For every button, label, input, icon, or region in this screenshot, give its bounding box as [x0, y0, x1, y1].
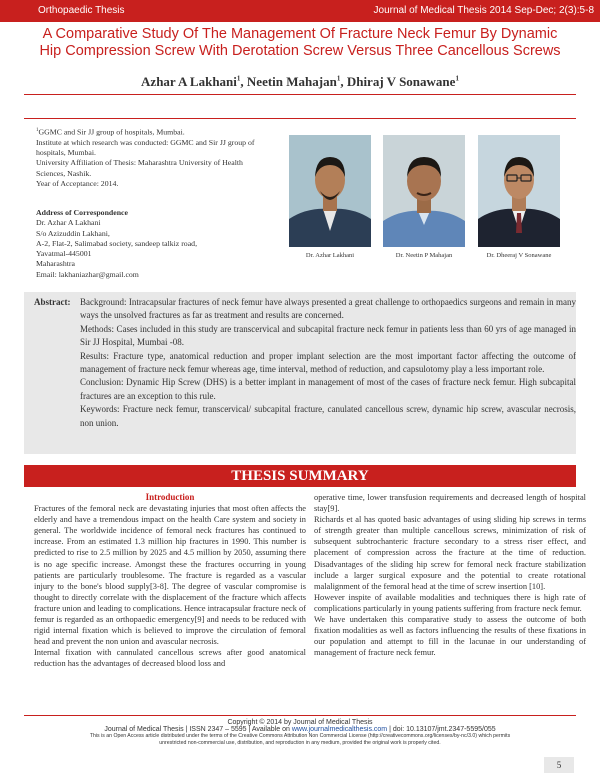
divider — [24, 715, 576, 716]
thesis-summary-banner: THESIS SUMMARY — [24, 465, 576, 487]
affiliation-block: $^1$GGMC and Sir JJ group of hospitals, Mumbai. Institute at which research was conducted: GGMC and Sir JJ group of hospitals, Mumbai. University Affiliation of Thesis: Maharashtra University of Health Sciences, Nashik. Year of Acceptance: 2014. — [36, 127, 255, 189]
photo-caption: Dr. Neetin P Mahajan — [395, 252, 453, 259]
email-address[interactable]: Email: lakhaniazhar@gmail.com — [36, 269, 139, 279]
abstract-keywords: Keywords: Fracture neck femur, transcervical/ subcapital fracture, canulated cancellous screw, dynamic hip screw, avascular necrosis, non union. — [80, 404, 576, 428]
author-name: Dhiraj V Sonawane — [346, 74, 456, 89]
paragraph: Richards et al has quoted basic advantages of using sliding hip screws in terms of strength greater than multiple cancellous screws, minimization of risk of subsequent subtrochanteric fracture secondary to a stress riser effect, and placement of compression across the fracture at the time of reduction. Disadvantages of the sliding hip screw for femoral neck fracture stabilization include a larger surgical exposure and the potential to create rotational malalignment of the femoral head at the time of screw insertion [10]. — [314, 515, 586, 591]
paragraph: Fractures of the femoral neck are devastating injuries that most often affects the elderly and have a tremendous impact on the health Care system and society in general. The worldwide incidence of femoral neck fractures has continued to increase. From an estimated 1.3 million hip fractures in 1990. This number is predicted to rise to 2.5 million by 2025 and 4.5 million by 2050, assuming there is no age specific increase. Amongst these the fractures occurring in young patients are particularly troublesome. The fracture is regarded as a vascular injury to the bone's blood supply[3-8]. The degree of vascular compromise is thought to directly correlate with the displacement of the fracture which affects fracture union and leading to complications. Hence intracapsular fracture neck of femur is regarded as an orthopaedic emergency[9] and needs to be reduced with rigid internal fixation which is believed to improve the circulation of femoral head and prevent the non union and avascular necrosis. — [34, 504, 306, 647]
paper-title: A Comparative Study Of The Management Of Fracture Neck Femur By Dynamic Hip Compression Screw With Derotation Screw Versus Three Cancellous Screws — [39, 26, 561, 59]
abstract-results: Results: Fracture type, anatomical reduction and proper implant selection are the most important factor affecting the outcome of management of fracture neck femur whereas age, time interval, method of reduction, and capsulotomy play a less important role. — [80, 350, 576, 375]
author-name: Azhar A Lakhani — [141, 74, 237, 89]
divider — [24, 94, 576, 95]
author-name: Neetin Mahajan — [246, 74, 337, 89]
author-list: Azhar A Lakhani$^1$, Neetin Mahajan$^1$, Dhiraj V Sonawane$^1$ — [141, 74, 459, 89]
section-label: Orthopaedic Thesis — [38, 5, 125, 16]
copyright: Copyright © 2014 by Journal of Medical Thesis — [227, 719, 373, 726]
journal-info: Journal of Medical Thesis | ISSN 2347 – 5595 | Available on www.journalmedicalthesis.com | doi: 10.13107/jmt.2347-5595/055 — [104, 726, 496, 733]
abstract-methods: Methods: Cases included in this study are transcervical and subcapital fracture neck femur in patients less than 60 yrs of age managed in Sir JJ Hospital, Mumbai -08. — [80, 323, 576, 348]
correspondence-block: Address of Correspondence Dr. Azhar A Lakhani S/o Azizuddin Lakhani, A-2, Flat-2, Salimabad society, sandeep talkiz road, Yavatmal-445001 Maharashtra Email: lakhaniazhar@gmail.com — [36, 208, 270, 280]
abstract-label: Abstract: — [34, 297, 71, 307]
left-column — [34, 492, 306, 670]
photo-caption: Dr. Azhar Lakhani — [305, 252, 355, 259]
paragraph: Internal fixation with cannulated cancellous screws after good anatomical reduction has the advantages of decreased blood loss and — [34, 648, 306, 669]
paragraph: However inspite of available modalities and techniques there is high rate of complications particularly in young patients suffering from fracture neck femur. — [314, 592, 586, 613]
author-photo-icon — [478, 135, 560, 247]
author-photo-icon — [289, 135, 371, 247]
footer — [0, 719, 600, 747]
abstract-box — [24, 292, 576, 454]
divider — [24, 118, 576, 119]
right-column — [314, 492, 586, 658]
license-text: This is an Open Access article distributed under the terms of the Creative Commons Attribution Non Commercial License (http://creativecommons.org/licenses/by-nc/3.0) which permits unrestricted non-commercial use, distribution, and reproduction in any medium, provided the original work is properly cited. — [89, 733, 511, 746]
correspondence-heading: Address of Correspondence — [36, 208, 128, 217]
section-heading: Introduction — [145, 492, 195, 502]
author-photo-icon — [383, 135, 465, 247]
paragraph: operative time, lower transfusion requirements and decreased length of hospital stay[9]. — [314, 493, 586, 514]
abstract-background: Background: Intracapsular fractures of neck femur have always presented a great challenge to orthopaedics surgeons and remain in many ways the unsolved fractures as far as treatment and results are concerned. — [80, 297, 576, 321]
abstract-conclusion: Conclusion: Dynamic Hip Screw (DHS) is a better implant in management of most of the cases of fracture neck femur. High subcapital fractures are an exception to this rule. — [80, 377, 576, 401]
journal-header-bar — [0, 0, 600, 22]
photo-caption: Dr. Dheeraj V Sonawane — [486, 252, 552, 259]
journal-citation: Journal of Medical Thesis 2014 Sep-Dec; 2(3):5-8 — [373, 5, 594, 16]
paragraph: We have undertaken this comparative study to assess the outcome of both fixation modalities as well as factors influencing the results of these fixations in our population and attempt to fill in the lacunae in our understanding of management of fracture neck femur. — [314, 615, 586, 658]
page-number: 5 — [544, 757, 574, 773]
journal-link[interactable]: www.journalmedicalthesis.com — [291, 726, 388, 733]
